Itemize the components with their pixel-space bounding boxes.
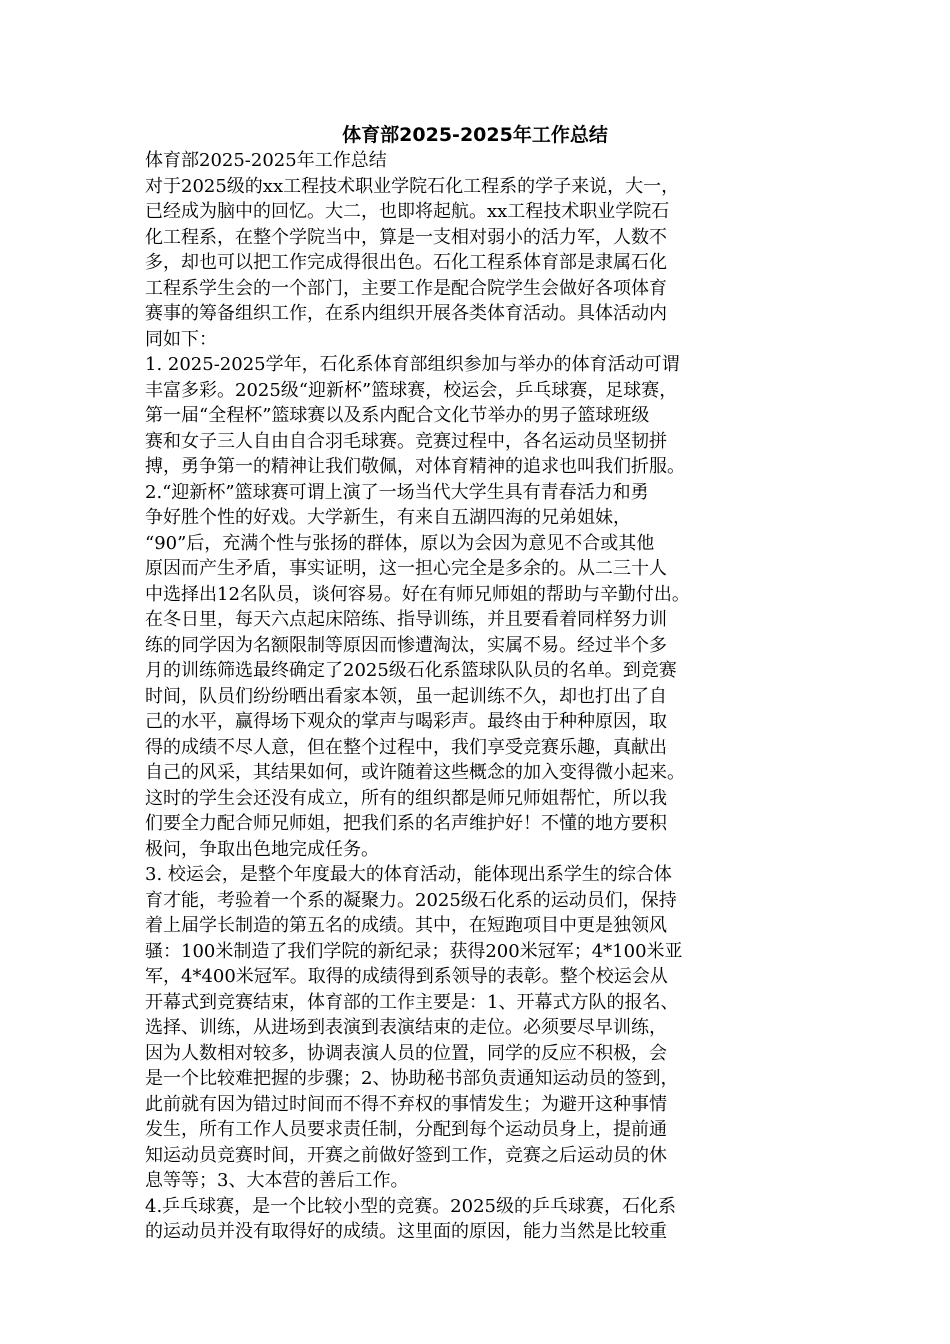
- text-line: 同如下：: [145, 328, 217, 350]
- text-line: 争好胜个性的好戏。大学新生，有来自五湖四海的兄弟姐妹，: [145, 507, 631, 528]
- text-line: 搏，勇争第一的精神让我们敬佩，对体育精神的追求也叫我们折服。: [145, 456, 685, 477]
- text-line: 已经成为脑中的回忆。大二，也即将起航。xx工程技术职业学院石: [145, 201, 670, 222]
- text-line: 发生，所有工作人员要求责任制，分配到每个运动员身上，提前通: [145, 1119, 667, 1140]
- text-line: 因为人数相对较多，协调表演人员的位置，同学的反应不积极，会: [145, 1042, 667, 1064]
- text-line: 2.“迎新杯”篮球赛可谓上演了一场当代大学生具有青春活力和勇: [145, 481, 649, 503]
- text-line: 己的水平，赢得场下观众的掌声与喝彩声。最终由于种种原因，取: [145, 711, 667, 732]
- text-line: 第一届“全程杯”篮球赛以及系内配合文化节举办的男子篮球班级: [145, 405, 650, 426]
- text-line: 原因而产生矛盾，事实证明，这一担心完全是多余的。从二三十人: [145, 558, 667, 579]
- text-line: 中选择出12名队员，谈何容易。好在有师兄师姐的帮助与辛勤付出。: [145, 583, 690, 605]
- text-line: 工程系学生会的一个部门，主要工作是配合院学生会做好各项体育: [145, 277, 667, 299]
- text-line: 对于2025级的xx工程技术职业学院石化工程系的学子来说，大一，: [145, 175, 680, 197]
- document-body: [145, 148, 815, 1245]
- text-line: 着上届学长制造的第五名的成绩。其中，在短跑项目中更是独领风: [145, 915, 667, 936]
- text-line: 军，4*400米冠军。取得的成绩得到系领导的表彰。整个校运会从: [145, 966, 668, 987]
- text-line: 练的同学因为名额限制等原因而惨遭淘汰，实属不易。经过半个多: [145, 634, 667, 656]
- text-line: 们要全力配合师兄师姐，把我们系的名声维护好！不懂的地方要积: [145, 813, 667, 834]
- text-line: 这时的学生会还没有成立，所有的组织都是师兄师姐帮忙，所以我: [145, 787, 667, 809]
- text-line: 时间，队员们纷纷晒出看家本领，虽一起训练不久，却也打出了自: [145, 685, 667, 707]
- text-line: 开幕式到竞赛结束，体育部的工作主要是：1、开幕式方队的报名、: [145, 991, 679, 1013]
- text-line: 化工程系，在整个学院当中，算是一支相对弱小的活力军，人数不: [145, 226, 667, 248]
- text-line: 选择、训练，从进场到表演到表演结束的走位。必须要尽早训练，: [145, 1017, 667, 1038]
- text-line: 得的成绩不尽人意，但在整个过程中，我们享受竞赛乐趣，真献出: [145, 736, 667, 758]
- document-title: 体育部2025-2025年工作总结: [342, 124, 608, 146]
- text-line: 极问，争取出色地完成任务。: [145, 838, 379, 860]
- text-line: 息等等；3、大本营的善后工作。: [145, 1170, 409, 1191]
- text-line: 骚：100米制造了我们学院的新纪录；获得200米冠军；4*100米亚: [145, 940, 683, 962]
- text-line: 是一个比较难把握的步骤；2、协助秘书部负责通知运动员的签到，: [145, 1068, 679, 1089]
- text-line: 育才能，考验着一个系的凝聚力。2025级石化系的运动员们，保持: [145, 889, 677, 911]
- text-line: 自己的风采，其结果如何，或许随着这些概念的加入变得微小起来。: [145, 762, 685, 783]
- text-line: 赛和女子三人自由自合羽毛球赛。竞赛过程中，各名运动员坚韧拼: [145, 430, 667, 452]
- text-line: 赛事的筹备组织工作，在系内组织开展各类体育活动。具体活动内: [145, 303, 667, 324]
- text-line: 多，却也可以把工作完成得很出色。石化工程系体育部是隶属石化: [145, 252, 667, 273]
- text-line: “90”后，充满个性与张扬的群体，原以为会因为意见不合或其他: [145, 532, 655, 554]
- text-line: 4.乒乓球赛，是一个比较小型的竞赛。2025级的乒乓球赛，石化系: [145, 1195, 676, 1217]
- text-line: 此前就有因为错过时间而不得不弃权的事情发生；为避开这种事情: [145, 1093, 667, 1115]
- text-line: 在冬日里，每天六点起床陪练、指导训练，并且要看着同样努力训: [145, 609, 667, 630]
- text-line: 知运动员竞赛时间，开赛之前做好签到工作，竞赛之后运动员的休: [145, 1144, 667, 1166]
- text-line: 丰富多彩。2025级“迎新杯”篮球赛，校运会，乒乓球赛，足球赛，: [145, 379, 678, 401]
- text-line: 3. 校运会，是整个年度最大的体育活动，能体现出系学生的综合体: [145, 864, 672, 885]
- text-line: 月的训练筛选最终确定了2025级石化系篮球队队员的名单。到竞赛: [145, 660, 677, 681]
- text-line: 的运动员并没有取得好的成绩。这里面的原因，能力当然是比较重: [145, 1221, 667, 1242]
- text-line: 1. 2025-2025学年，石化系体育部组织参加与举办的体育活动可谓: [145, 354, 680, 375]
- text-line: 体育部2025-2025年工作总结: [145, 150, 387, 171]
